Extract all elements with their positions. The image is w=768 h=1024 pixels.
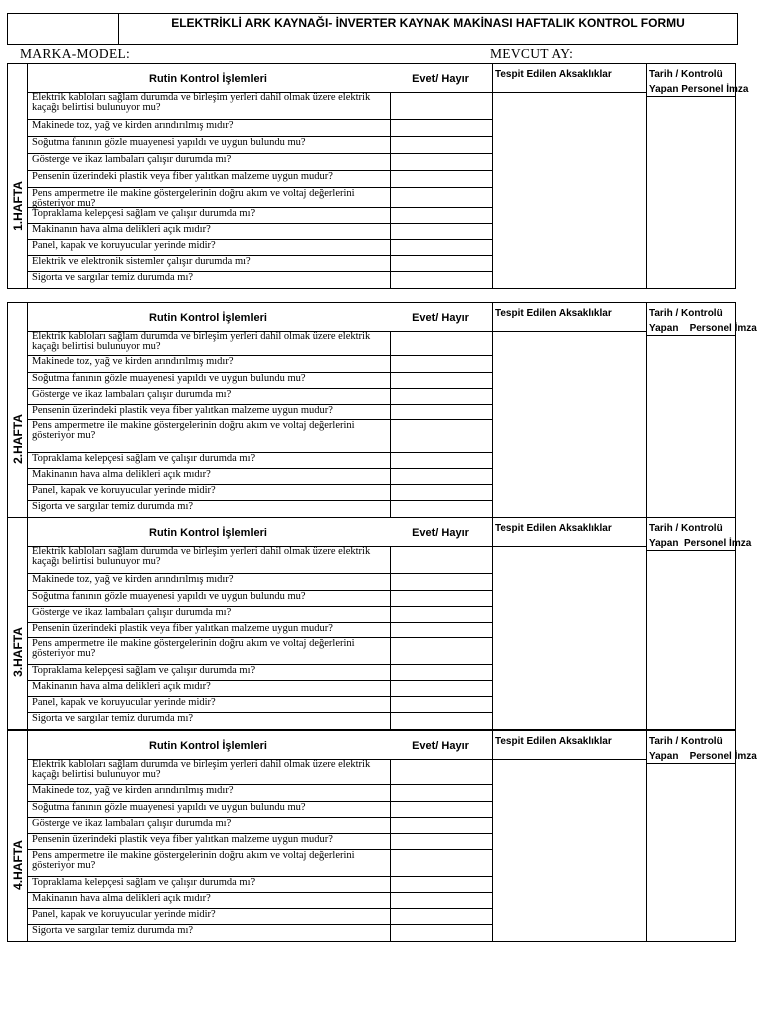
week-label: 2.HAFTA	[10, 414, 25, 464]
findings-column[interactable]	[492, 64, 647, 288]
check-question: Soğutma fanının gözle muayenesi yapıldı ve uygun bulundu mu?	[32, 373, 306, 384]
week-label-column	[8, 64, 28, 288]
yes-no-answer-cell[interactable]	[390, 785, 492, 801]
check-question: Topraklama kelepçesi sağlam ve çalışır durumda mı?	[32, 877, 256, 888]
check-row	[27, 272, 492, 288]
date-signature-column[interactable]	[646, 518, 752, 729]
form-title-box	[7, 13, 738, 45]
check-row	[27, 208, 492, 224]
header-divider	[493, 331, 647, 332]
week-table	[7, 517, 752, 730]
yes-no-answer-cell[interactable]	[390, 802, 492, 817]
check-question: Elektrik kabloları sağlam durumda ve birleşim yerleri dahil olmak üzere elektrik kaçağı belirtisi bulunuyor mu?	[32, 331, 371, 352]
check-question: Gösterge ve ikaz lambaları çalışır durumda mı?	[32, 818, 232, 829]
check-rows	[27, 546, 492, 729]
check-row	[27, 469, 492, 485]
yes-no-answer-cell[interactable]	[390, 697, 492, 712]
yes-no-header: Evet/ Hayır	[412, 73, 469, 85]
check-row	[27, 171, 492, 188]
signature-header-line2: Yapan Personel İmza	[649, 538, 752, 549]
check-row	[27, 681, 492, 697]
check-column	[27, 731, 492, 941]
routine-header: Rutin Kontrol İşlemleri	[149, 740, 267, 752]
yes-no-answer-cell[interactable]	[390, 501, 492, 517]
yes-no-answer-cell[interactable]	[390, 420, 492, 452]
findings-header: Tespit Edilen Aksaklıklar	[495, 736, 612, 747]
check-question: Pens ampermetre ile makine göstergelerinin doğru akım ve voltaj değerlerini gösteriyor mu?	[32, 850, 355, 871]
check-question: Sigorta ve sargılar temiz durumda mı?	[32, 272, 194, 283]
check-row	[27, 574, 492, 591]
check-question: Sigorta ve sargılar temiz durumda mı?	[32, 925, 194, 936]
yes-no-header: Evet/ Hayır	[412, 312, 469, 324]
check-question: Pens ampermetre ile makine göstergelerinin doğru akım ve voltaj değerlerini gösteriyor mu?	[32, 420, 355, 441]
check-question: Elektrik ve elektronik sistemler çalışır durumda mı?	[32, 256, 251, 267]
yes-no-answer-cell[interactable]	[390, 272, 492, 288]
check-question: Soğutma fanının gözle muayenesi yapıldı ve uygun bulundu mu?	[32, 591, 306, 602]
check-header	[27, 64, 492, 93]
date-signature-header	[647, 64, 749, 97]
header-divider	[647, 335, 735, 336]
check-row	[27, 785, 492, 802]
check-row	[27, 802, 492, 818]
signature-header-line1: Tarih / Kontrolü	[649, 69, 723, 80]
findings-column[interactable]	[492, 518, 647, 729]
check-row	[27, 240, 492, 256]
date-signature-header	[647, 518, 752, 551]
check-rows	[27, 759, 492, 941]
header-divider	[493, 759, 647, 760]
check-row	[27, 373, 492, 389]
check-row	[27, 877, 492, 893]
signature-header-line2: Yapan Personel İmza	[649, 751, 757, 762]
yes-no-answer-cell[interactable]	[390, 171, 492, 187]
header-divider	[493, 546, 647, 547]
check-row	[27, 850, 492, 877]
yes-no-answer-cell[interactable]	[390, 759, 492, 784]
signature-header-line1: Tarih / Kontrolü	[649, 523, 723, 534]
logo-cell	[8, 14, 119, 44]
check-row	[27, 485, 492, 501]
findings-header: Tespit Edilen Aksaklıklar	[495, 523, 612, 534]
check-row	[27, 453, 492, 469]
check-question: Pens ampermetre ile makine göstergelerinin doğru akım ve voltaj değerlerini gösteriyor mu?	[32, 188, 355, 209]
check-row	[27, 638, 492, 665]
check-row	[27, 501, 492, 517]
check-row	[27, 591, 492, 607]
yes-no-answer-cell[interactable]	[390, 623, 492, 637]
check-question: Makinede toz, yağ ve kirden arındırılmış mıdır?	[32, 785, 234, 796]
check-question: Sigorta ve sargılar temiz durumda mı?	[32, 501, 194, 512]
signature-header-line1: Tarih / Kontrolü	[649, 736, 723, 747]
header-divider	[647, 763, 735, 764]
yes-no-answer-cell[interactable]	[390, 331, 492, 355]
week-label: 4.HAFTA	[10, 840, 25, 890]
check-question: Pens ampermetre ile makine göstergelerinin doğru akım ve voltaj değerlerini gösteriyor mu?	[32, 638, 355, 659]
yes-no-answer-cell[interactable]	[390, 137, 492, 153]
check-row	[27, 331, 492, 356]
check-question: Topraklama kelepçesi sağlam ve çalışır durumda mı?	[32, 208, 256, 219]
check-question: Makinanın hava alma delikleri açık mıdır?	[32, 469, 211, 480]
signature-header-line1: Tarih / Kontrolü	[649, 308, 723, 319]
check-question: Pensenin üzerindeki plastik veya fiber yalıtkan malzeme uygun mudur?	[32, 834, 333, 845]
yes-no-answer-cell[interactable]	[390, 240, 492, 255]
check-question: Pensenin üzerindeki plastik veya fiber yalıtkan malzeme uygun mudur?	[32, 623, 333, 634]
yes-no-answer-cell[interactable]	[390, 607, 492, 622]
yes-no-answer-cell[interactable]	[390, 665, 492, 680]
check-row	[27, 623, 492, 638]
week-table	[7, 63, 749, 289]
check-rows	[27, 92, 492, 288]
week-label-column	[8, 731, 28, 941]
check-row	[27, 120, 492, 137]
check-row	[27, 893, 492, 909]
check-row	[27, 546, 492, 574]
check-question: Elektrik kabloları sağlam durumda ve birleşim yerleri dahil olmak üzere elektrik kaçağı belirtisi bulunuyor mu?	[32, 92, 371, 113]
check-question: Panel, kapak ve koruyucular yerinde midir?	[32, 485, 216, 496]
yes-no-answer-cell[interactable]	[390, 453, 492, 468]
check-question: Elektrik kabloları sağlam durumda ve birleşim yerleri dahil olmak üzere elektrik kaçağı belirtisi bulunuyor mu?	[32, 546, 371, 567]
check-row	[27, 188, 492, 208]
date-signature-column[interactable]	[646, 64, 749, 288]
check-question: Makinanın hava alma delikleri açık mıdır?	[32, 681, 211, 692]
check-row	[27, 925, 492, 941]
check-column	[27, 64, 492, 288]
yes-no-answer-cell[interactable]	[390, 638, 492, 664]
yes-no-answer-cell[interactable]	[390, 818, 492, 833]
yes-no-answer-cell[interactable]	[390, 877, 492, 892]
check-question: Panel, kapak ve koruyucular yerinde midir?	[32, 240, 216, 251]
yes-no-answer-cell[interactable]	[390, 485, 492, 500]
week-table	[7, 730, 757, 942]
date-signature-column[interactable]	[646, 303, 757, 517]
check-row	[27, 92, 492, 120]
yes-no-answer-cell[interactable]	[390, 356, 492, 372]
yes-no-answer-cell[interactable]	[390, 188, 492, 207]
check-row	[27, 759, 492, 785]
check-row	[27, 356, 492, 373]
findings-column[interactable]	[492, 731, 647, 941]
check-question: Gösterge ve ikaz lambaları çalışır durumda mı?	[32, 607, 232, 618]
findings-column[interactable]	[492, 303, 647, 517]
check-row	[27, 607, 492, 623]
check-question: Makinede toz, yağ ve kirden arındırılmış mıdır?	[32, 574, 234, 585]
check-question: Makinede toz, yağ ve kirden arındırılmış mıdır?	[32, 120, 234, 131]
header-divider	[493, 92, 647, 93]
check-question: Gösterge ve ikaz lambaları çalışır durumda mı?	[32, 154, 232, 165]
current-month-label: MEVCUT AY:	[490, 46, 574, 61]
week-label-column	[8, 518, 28, 729]
check-row	[27, 834, 492, 850]
yes-no-answer-cell[interactable]	[390, 154, 492, 170]
check-question: Panel, kapak ve koruyucular yerinde midir?	[32, 697, 216, 708]
yes-no-answer-cell[interactable]	[390, 713, 492, 729]
check-question: Sigorta ve sargılar temiz durumda mı?	[32, 713, 194, 724]
check-question: Pensenin üzerindeki plastik veya fiber yalıtkan malzeme uygun mudur?	[32, 405, 333, 416]
check-question: Makinanın hava alma delikleri açık mıdır?	[32, 224, 211, 235]
week-label-column	[8, 303, 28, 517]
week-table	[7, 302, 757, 518]
yes-no-answer-cell[interactable]	[390, 224, 492, 239]
check-question: Soğutma fanının gözle muayenesi yapıldı ve uygun bulundu mu?	[32, 137, 306, 148]
check-question: Topraklama kelepçesi sağlam ve çalışır durumda mı?	[32, 665, 256, 676]
check-row	[27, 818, 492, 834]
signature-header-line2: Yapan Personel İmza	[649, 84, 749, 95]
yes-no-answer-cell[interactable]	[390, 92, 492, 119]
check-question: Pensenin üzerindeki plastik veya fiber yalıtkan malzeme uygun mudur?	[32, 171, 333, 182]
check-row	[27, 154, 492, 171]
yes-no-answer-cell[interactable]	[390, 925, 492, 941]
yes-no-answer-cell[interactable]	[390, 893, 492, 908]
check-rows	[27, 331, 492, 517]
yes-no-header: Evet/ Hayır	[412, 740, 469, 752]
check-question: Elektrik kabloları sağlam durumda ve birleşim yerleri dahil olmak üzere elektrik kaçağı belirtisi bulunuyor mu?	[32, 759, 371, 780]
yes-no-answer-cell[interactable]	[390, 256, 492, 271]
yes-no-answer-cell[interactable]	[390, 591, 492, 606]
brand-model-label: MARKA-MODEL:	[20, 46, 131, 61]
yes-no-answer-cell[interactable]	[390, 834, 492, 849]
check-question: Soğutma fanının gözle muayenesi yapıldı ve uygun bulundu mu?	[32, 802, 306, 813]
signature-header-line2: Yapan Personel İmza	[649, 323, 757, 334]
check-row	[27, 697, 492, 713]
yes-no-answer-cell[interactable]	[390, 405, 492, 419]
yes-no-header: Evet/ Hayır	[412, 527, 469, 539]
yes-no-answer-cell[interactable]	[390, 574, 492, 590]
check-header	[27, 303, 492, 332]
check-row	[27, 909, 492, 925]
week-label: 3.HAFTA	[10, 627, 25, 677]
routine-header: Rutin Kontrol İşlemleri	[149, 73, 267, 85]
yes-no-answer-cell[interactable]	[390, 850, 492, 876]
check-question: Panel, kapak ve koruyucular yerinde midir?	[32, 909, 216, 920]
date-signature-header	[647, 731, 757, 764]
routine-header: Rutin Kontrol İşlemleri	[149, 312, 267, 324]
check-header	[27, 731, 492, 760]
date-signature-header	[647, 303, 757, 336]
check-question: Makinede toz, yağ ve kirden arındırılmış mıdır?	[32, 356, 234, 367]
check-row	[27, 224, 492, 240]
findings-header: Tespit Edilen Aksaklıklar	[495, 69, 612, 80]
check-column	[27, 303, 492, 517]
form-title: ELEKTRİKLİ ARK KAYNAĞI- İNVERTER KAYNAK MAKİNASI HAFTALIK KONTROL FORMU	[171, 16, 685, 30]
yes-no-answer-cell[interactable]	[390, 546, 492, 573]
check-row	[27, 405, 492, 420]
findings-header: Tespit Edilen Aksaklıklar	[495, 308, 612, 319]
check-row	[27, 713, 492, 729]
yes-no-answer-cell[interactable]	[390, 469, 492, 484]
check-row	[27, 420, 492, 453]
yes-no-answer-cell[interactable]	[390, 681, 492, 696]
header-divider	[647, 550, 735, 551]
check-question: Topraklama kelepçesi sağlam ve çalışır durumda mı?	[32, 453, 256, 464]
check-row	[27, 665, 492, 681]
check-row	[27, 256, 492, 272]
yes-no-answer-cell[interactable]	[390, 909, 492, 924]
yes-no-answer-cell[interactable]	[390, 120, 492, 136]
check-column	[27, 518, 492, 729]
header-divider	[647, 96, 735, 97]
check-question: Gösterge ve ikaz lambaları çalışır durumda mı?	[32, 389, 232, 400]
check-row	[27, 389, 492, 405]
yes-no-answer-cell[interactable]	[390, 389, 492, 404]
check-row	[27, 137, 492, 154]
yes-no-answer-cell[interactable]	[390, 373, 492, 388]
date-signature-column[interactable]	[646, 731, 757, 941]
check-question: Makinanın hava alma delikleri açık mıdır?	[32, 893, 211, 904]
check-header	[27, 518, 492, 547]
week-label: 1.HAFTA	[10, 181, 25, 231]
routine-header: Rutin Kontrol İşlemleri	[149, 527, 267, 539]
yes-no-answer-cell[interactable]	[390, 208, 492, 223]
